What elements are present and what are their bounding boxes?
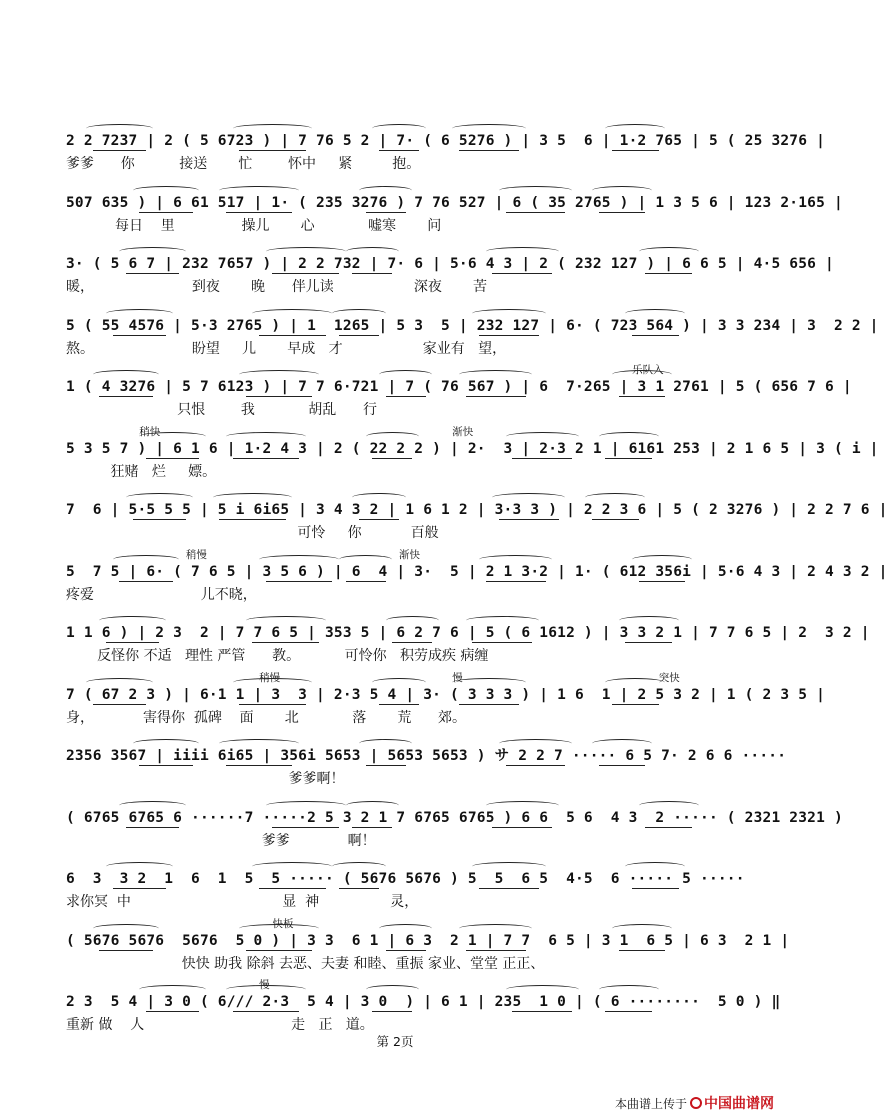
slur-mark [213, 493, 293, 502]
slur-mark [612, 924, 672, 933]
slur-mark [266, 247, 346, 256]
site-logo[interactable] [690, 1093, 774, 1113]
lyrics-line: 重新 做 人 走 正 道。 [66, 1017, 374, 1033]
beam-underline [246, 396, 313, 397]
score-system [66, 487, 888, 547]
slur-mark [219, 739, 299, 748]
score-system [66, 364, 852, 424]
beam-underline [639, 581, 686, 582]
tempo-annotation: 慢 [452, 671, 463, 684]
beam-underline [99, 396, 152, 397]
beam-underline [506, 212, 566, 213]
slur-mark [252, 309, 332, 318]
slur-mark [119, 801, 186, 810]
beam-underline [139, 212, 192, 213]
score-system [66, 917, 790, 978]
beam-underline [492, 827, 552, 828]
slur-mark [259, 555, 339, 564]
tempo-annotation: 快板 [272, 917, 294, 930]
slur-mark [472, 309, 545, 318]
beam-underline [352, 827, 392, 828]
score-system [66, 856, 745, 916]
slur-mark [106, 862, 173, 871]
slur-mark [472, 862, 545, 871]
beam-underline [233, 1011, 300, 1012]
beam-underline [466, 396, 526, 397]
slur-mark [86, 124, 153, 133]
slur-mark [86, 678, 153, 687]
beam-underline [93, 150, 146, 151]
beam-underline [605, 458, 652, 459]
slur-mark [106, 309, 173, 318]
slur-mark [359, 739, 412, 748]
slur-mark [372, 124, 425, 133]
slur-mark [226, 985, 306, 994]
lyrics-line: 身， 害得你 孤碑 面 北 落 荒 郊。 [66, 709, 467, 726]
slur-mark [239, 924, 319, 933]
lyrics-line: 爹爹 啊！ [66, 832, 376, 849]
lyrics-line: 暖， 到夜 晚 伴儿读 深夜 苦 [66, 279, 488, 295]
notation-line: 5 ( 55 4576 | 5·3 2765 ) | 1 1265 | 5 3 5 | 232 127 | 6· ( 723 564 ) | 3 3 234 | 3 2 2 | [66, 317, 879, 334]
slur-mark [252, 862, 332, 871]
lyrics-line: 可怜 你 百般 [66, 525, 439, 541]
beam-underline [233, 458, 300, 459]
slur-mark [379, 370, 432, 379]
beam-underline [605, 1011, 652, 1012]
notation-line: ( 6765 6765 6 ······7 ·····2 5 3 2 1 7 6765 6765 ) 6 6 5 6 4 3 2 ····· ( 2321 2321 ) [66, 809, 843, 826]
slur-mark [372, 678, 425, 687]
slur-mark [379, 924, 432, 933]
slur-mark [499, 186, 572, 195]
beam-underline [346, 581, 386, 582]
slur-mark [459, 924, 532, 933]
notation-line: 507 635 ) | 6 61 517 | 1· ( 235 3276 ) 7 76 527 | 6 ( 35 2765 ) | 1 3 5 6 | 123 2·165 | [66, 194, 843, 211]
slur-mark [466, 616, 539, 625]
slur-mark [352, 493, 405, 502]
slur-mark [486, 247, 559, 256]
beam-underline [259, 888, 326, 889]
slur-mark [599, 432, 659, 441]
slur-mark [126, 493, 193, 502]
beam-underline [512, 1011, 572, 1012]
slur-mark [139, 432, 206, 441]
slur-mark [585, 493, 645, 502]
score-system [66, 979, 781, 1039]
slur-mark [133, 739, 200, 748]
beam-underline [366, 765, 406, 766]
beam-underline [479, 335, 539, 336]
notation-line: 5 7 5 | 6· ( 7 6 5 | 3 5 6 ) | 6 4 | 3· 5 | 2 1 3·2 | 1· ( 612 356i | 5·6 4 3 | 2 4 3 2 | [66, 563, 888, 580]
beam-underline [386, 950, 426, 951]
lyrics-line: 快快 助我 除斜 去恶、夫妻 和睦、重振 家业、堂堂 正正、 [66, 955, 545, 972]
upload-credit [615, 1093, 774, 1113]
beam-underline [486, 581, 546, 582]
beam-underline [226, 765, 293, 766]
slur-mark [506, 985, 579, 994]
page-number: 第 2页 [376, 1034, 414, 1049]
score-system [66, 548, 888, 609]
slur-mark [506, 432, 579, 441]
lyrics-line: 疼爱 儿不晓， [66, 586, 257, 603]
slur-mark [452, 678, 525, 687]
slur-mark [592, 739, 652, 748]
notation-line: 1 ( 4 3276 | 5 7 6123 ) | 7 7 6·721 | 7 ( 76 567 ) | 6 7·265 | 3 1 2761 | 5 ( 656 7 6 | [66, 379, 852, 395]
notation-line: 2356 3567 | iiii 6i65 | 356i 5653 | 5653 5653 ) サ 2 2 7 ····· 6 5 7· 2 6 6 ····· [66, 748, 787, 764]
slur-mark [266, 801, 346, 810]
slur-mark [99, 616, 166, 625]
beam-underline [99, 950, 152, 951]
notation-line: 1 1 6 ) | 2 3 2 | 7 7 6 5 | 353 5 | 6 2 7 6 | 5 ( 6 1612 ) | 3 3 2 1 | 7 7 6 5 | 2 3 2 | [66, 625, 870, 641]
credit-text: 本曲谱上传于 [614, 1096, 687, 1111]
beam-underline [499, 519, 559, 520]
beam-underline [246, 950, 313, 951]
beam-underline [126, 273, 179, 274]
beam-underline [139, 765, 192, 766]
beam-underline [133, 519, 186, 520]
beam-underline [372, 1011, 412, 1012]
beam-underline [506, 765, 566, 766]
score-system [66, 733, 787, 793]
beam-underline [352, 273, 392, 274]
lyrics-line: 狂赌 烂 嫖。 [66, 463, 217, 480]
beam-underline [632, 888, 679, 889]
beam-underline [266, 581, 333, 582]
beam-underline [492, 273, 552, 274]
slur-mark [625, 862, 685, 871]
score-system [66, 241, 834, 301]
slur-mark [133, 186, 200, 195]
slur-mark [452, 124, 525, 133]
slur-mark [93, 924, 160, 933]
slur-mark [226, 432, 306, 441]
notation-line: 6 3 3 2 1 6 1 5 5 ····· ( 5676 5676 ) 5 5 6 5 4·5 6 ····· 5 ····· [66, 871, 745, 887]
tempo-annotation: 突快 [658, 671, 680, 684]
slur-mark [339, 555, 392, 564]
beam-underline [339, 888, 379, 889]
slur-mark [639, 801, 699, 810]
beam-underline [239, 704, 306, 705]
beam-underline [93, 704, 146, 705]
beam-underline [612, 704, 659, 705]
tempo-annotation: 乐队入 [632, 364, 664, 376]
lyrics-line: 爹爹啊！ [66, 771, 345, 787]
score-system [66, 180, 843, 240]
tempo-annotation: 慢 [259, 979, 270, 991]
score-system [66, 118, 826, 178]
slur-mark [219, 186, 299, 195]
slur-mark [332, 309, 385, 318]
score-system [66, 795, 843, 855]
score-system [66, 425, 879, 486]
slur-mark [366, 432, 419, 441]
slur-mark [346, 247, 399, 256]
lyrics-line: 只恨 我 胡乱 行 [66, 402, 377, 418]
notation-line: ( 5676 5676 5676 5 0 ) | 3 3 6 1 | 6 3 2 1 | 7 7 6 5 | 3 1 6 5 | 6 3 2 1 | [66, 932, 790, 949]
slur-mark [632, 555, 692, 564]
slur-mark [619, 616, 679, 625]
slur-mark [233, 678, 313, 687]
slur-mark [233, 124, 313, 133]
slur-mark [599, 985, 659, 994]
score-system [66, 671, 826, 732]
tempo-annotation: 稍慢 [185, 548, 207, 561]
beam-underline [113, 335, 166, 336]
lyrics-line: 每日 里 操儿 心 嘘寒 问 [66, 217, 442, 234]
beam-underline [146, 458, 199, 459]
beam-underline [219, 519, 286, 520]
beam-underline [379, 150, 419, 151]
beam-underline [226, 212, 293, 213]
beam-underline [599, 212, 646, 213]
beam-underline [126, 827, 179, 828]
beam-underline [359, 519, 399, 520]
beam-underline [146, 1011, 199, 1012]
notation-line: 5 3 5 7 ) | 6 1 6 | 1·2 4 3 | 2 ( 22 2 2 ) | 2· 3 | 2·3 2 1 | 6161 253 | 2 1 6 5 | 3 ( i | [66, 440, 879, 457]
slur-mark [459, 370, 532, 379]
slur-mark [479, 555, 552, 564]
beam-underline [592, 519, 639, 520]
slur-mark [113, 555, 180, 564]
slur-mark [605, 678, 665, 687]
slur-mark [239, 370, 319, 379]
slur-mark [93, 370, 160, 379]
beam-underline [459, 704, 519, 705]
slur-mark [332, 862, 385, 871]
slur-mark [366, 985, 419, 994]
notation-line: 7 ( 67 2 3 ) | 6·1 1 | 3 3 | 2·3 5 4 | 3· ( 3 3 3 ) | 1 6 1 | 2 5 3 2 | 1 ( 2 3 5 | [66, 686, 826, 703]
beam-underline [119, 581, 172, 582]
beam-underline [252, 642, 319, 643]
beam-underline [472, 642, 532, 643]
slur-mark [605, 124, 665, 133]
notation-line: 2 2 7237 | 2 ( 5 6723 ) | 7 76 5 2 | 7· ( 6 5276 ) | 3 5 6 | 1·2 765 | 5 ( 25 3276 | [66, 133, 826, 149]
beam-underline [113, 888, 166, 889]
beam-underline [106, 642, 159, 643]
slur-mark [639, 247, 699, 256]
beam-underline [272, 827, 339, 828]
score-system [66, 610, 870, 670]
beam-underline [459, 150, 519, 151]
beam-underline [372, 458, 412, 459]
beam-underline [339, 335, 379, 336]
beam-underline [645, 273, 692, 274]
beam-underline [619, 396, 666, 397]
slur-mark [246, 616, 326, 625]
tempo-annotation: 渐快 [399, 548, 420, 561]
site-name: 中国曲谱网 [704, 1096, 774, 1112]
notation-line: 7 6 | 5·5 5 5 | 5 i 6i65 | 3 4 3 2 | 1 6 1 2 | 3·3 3 ) | 2 2 3 6 | 5 ( 2 3276 ) | 2 2 7 6 | [66, 502, 888, 518]
beam-underline [479, 888, 539, 889]
beam-underline [259, 335, 326, 336]
beam-underline [619, 950, 666, 951]
beam-underline [392, 642, 432, 643]
slur-mark [625, 309, 685, 318]
slur-mark [592, 186, 652, 195]
slur-mark [612, 370, 672, 379]
score-system [66, 303, 879, 363]
beam-underline [625, 642, 672, 643]
beam-underline [379, 704, 419, 705]
tempo-annotation: 稍快 [139, 425, 161, 438]
beam-underline [272, 273, 339, 274]
lyrics-line: 熬。 盼望 儿 早成 才 家业有 望， [66, 340, 507, 357]
lyrics-line: 爹爹 你 接送 忙 怀中 紧 抱。 [66, 156, 421, 172]
beam-underline [632, 335, 679, 336]
beam-underline [239, 150, 306, 151]
slur-mark [359, 186, 412, 195]
beam-underline [599, 765, 646, 766]
beam-underline [612, 150, 659, 151]
slur-mark [499, 739, 572, 748]
tempo-annotation: 稍慢 [259, 671, 281, 684]
site-logo-icon [690, 1097, 702, 1109]
slur-mark [119, 247, 186, 256]
slur-mark [486, 801, 559, 810]
lyrics-line: 求你冥 中 显 神 灵， [66, 894, 419, 910]
beam-underline [366, 212, 406, 213]
beam-underline [645, 827, 692, 828]
notation-line: 3· ( 5 6 7 | 232 7657 ) | 2 2 732 | 7· 6 | 5·6 4 3 | 2 ( 232 127 ) | 6 6 5 | 4·5 656 | [66, 256, 834, 272]
notation-line: 2 3 5 4 | 3 0 ( 6/// 2·3 5 4 | 3 0 ) | 6 1 | 235 1 0 | ( 6 ········ 5 0 ) ‖ [66, 994, 781, 1010]
beam-underline [386, 396, 426, 397]
slur-mark [139, 985, 206, 994]
slur-mark [346, 801, 399, 810]
lyrics-line: 反怪你 不适 理性 严管 教。 可怜你 积劳成疾 病缠 [66, 648, 489, 664]
slur-mark [492, 493, 565, 502]
tempo-annotation: 渐快 [452, 425, 474, 438]
beam-underline [466, 950, 526, 951]
slur-mark [386, 616, 439, 625]
beam-underline [512, 458, 572, 459]
